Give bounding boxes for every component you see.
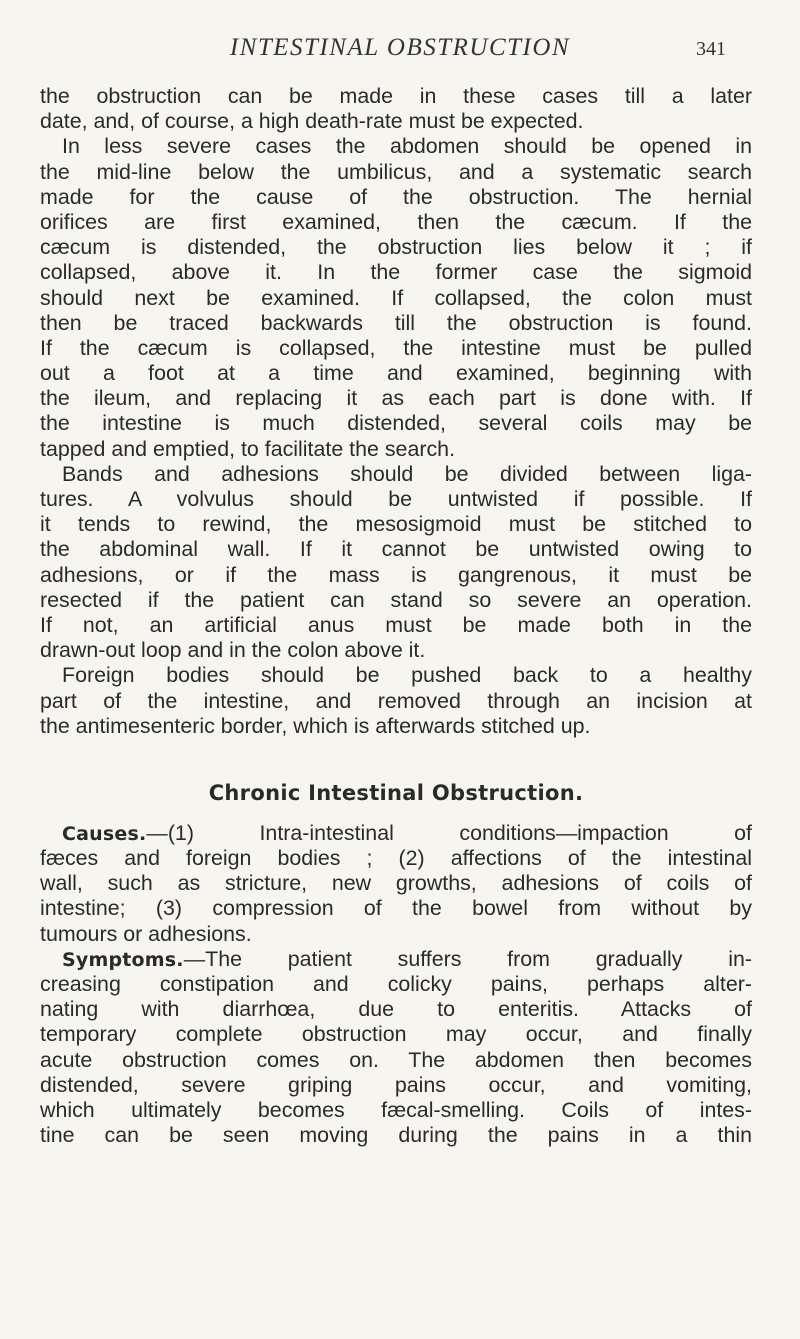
text-line: resected if the patient can stand so severe an operation. bbox=[40, 587, 752, 612]
text-line: intestine; (3) compression of the bowel from without by bbox=[40, 896, 752, 921]
text-line: the intestine is much distended, several coils may be bbox=[40, 411, 752, 436]
text-line: Foreign bodies should be pushed back to a healthy bbox=[62, 663, 752, 688]
symptoms-text: —The patient suffers from gradually in- bbox=[183, 946, 752, 971]
text-line: the mid-line below the umbilicus, and a systematic search bbox=[40, 159, 752, 184]
text-line: orifices are first examined, then the cæcum. If the bbox=[40, 209, 752, 234]
text-line: the ileum, and replacing it as each part is done with. If bbox=[40, 386, 752, 411]
text-line: temporary complete obstruction may occur, and finally bbox=[40, 1022, 752, 1047]
running-title: INTESTINAL OBSTRUCTION bbox=[229, 34, 571, 61]
body-text bbox=[40, 84, 752, 1148]
text-line: collapsed, above it. In the former case the sigmoid bbox=[40, 260, 752, 285]
text-line: then be traced backwards till the obstruction is found. bbox=[40, 310, 752, 335]
text-line: cæcum is distended, the obstruction lies below it ; if bbox=[40, 235, 752, 260]
text-line: the obstruction can be made in these cases till a later bbox=[40, 84, 752, 108]
text-line: fæces and foreign bodies ; (2) affections of the intestinal bbox=[40, 846, 752, 871]
text-line: adhesions, or if the mass is gangrenous, it must be bbox=[40, 562, 752, 587]
text-line: out a foot at a time and examined, beginning with bbox=[40, 361, 752, 386]
text-line: In less severe cases the abdomen should be opened in bbox=[62, 134, 752, 159]
text-line: If the cæcum is collapsed, the intestine must be pulled bbox=[40, 335, 752, 360]
text-line: the abdominal wall. If it cannot be untwisted owing to bbox=[40, 537, 752, 562]
text-line: creasing constipation and colicky pains, perhaps alter- bbox=[40, 972, 752, 996]
text-line: which ultimately becomes fæcal-smelling. Coils of intes- bbox=[40, 1097, 752, 1122]
text-line: Bands and adhesions should be divided between liga- bbox=[62, 461, 752, 486]
text-line: nating with diarrhœa, due to enteritis. Attacks of bbox=[40, 997, 752, 1022]
text-line: drawn-out loop and in the colon above it. bbox=[40, 638, 426, 663]
text-line: wall, such as stricture, new growths, adhesions of coils of bbox=[40, 871, 752, 896]
text-line: distended, severe griping pains occur, and vomiting, bbox=[40, 1072, 752, 1097]
text-line: should next be examined. If collapsed, the colon must bbox=[40, 285, 752, 310]
section-heading: Chronic Intestinal Obstruction. bbox=[208, 780, 584, 805]
text-line: made for the cause of the obstruction. The hernial bbox=[40, 184, 752, 209]
causes-text: —(1) Intra-intestinal conditions—impaction of bbox=[146, 820, 752, 845]
text-line: acute obstruction comes on. The abdomen then becomes bbox=[40, 1047, 752, 1072]
symptoms-label: Symptoms. bbox=[62, 948, 184, 971]
running-head bbox=[0, 34, 800, 74]
text-line: tures. A volvulus should be untwisted if possible. If bbox=[40, 487, 752, 511]
text-line: tine can be seen moving during the pains in a thin bbox=[40, 1123, 752, 1148]
text-line: tumours or adhesions. bbox=[40, 921, 252, 946]
causes-label: Causes. bbox=[62, 822, 147, 845]
text-line: it tends to rewind, the mesosigmoid must be stitched to bbox=[40, 512, 752, 537]
symptoms-first-line bbox=[40, 947, 752, 972]
text-line: part of the intestine, and removed through an incision at bbox=[40, 688, 752, 713]
text-line: date, and, of course, a high death-rate must be expected. bbox=[40, 109, 584, 134]
text-line: the antimesenteric border, which is afterwards stitched up. bbox=[40, 713, 591, 738]
causes-first-line bbox=[40, 821, 752, 846]
page-number: 341 bbox=[696, 38, 726, 60]
text-line: tapped and emptied, to facilitate the search. bbox=[40, 436, 456, 461]
text-line: If not, an artificial anus must be made both in the bbox=[40, 612, 752, 637]
